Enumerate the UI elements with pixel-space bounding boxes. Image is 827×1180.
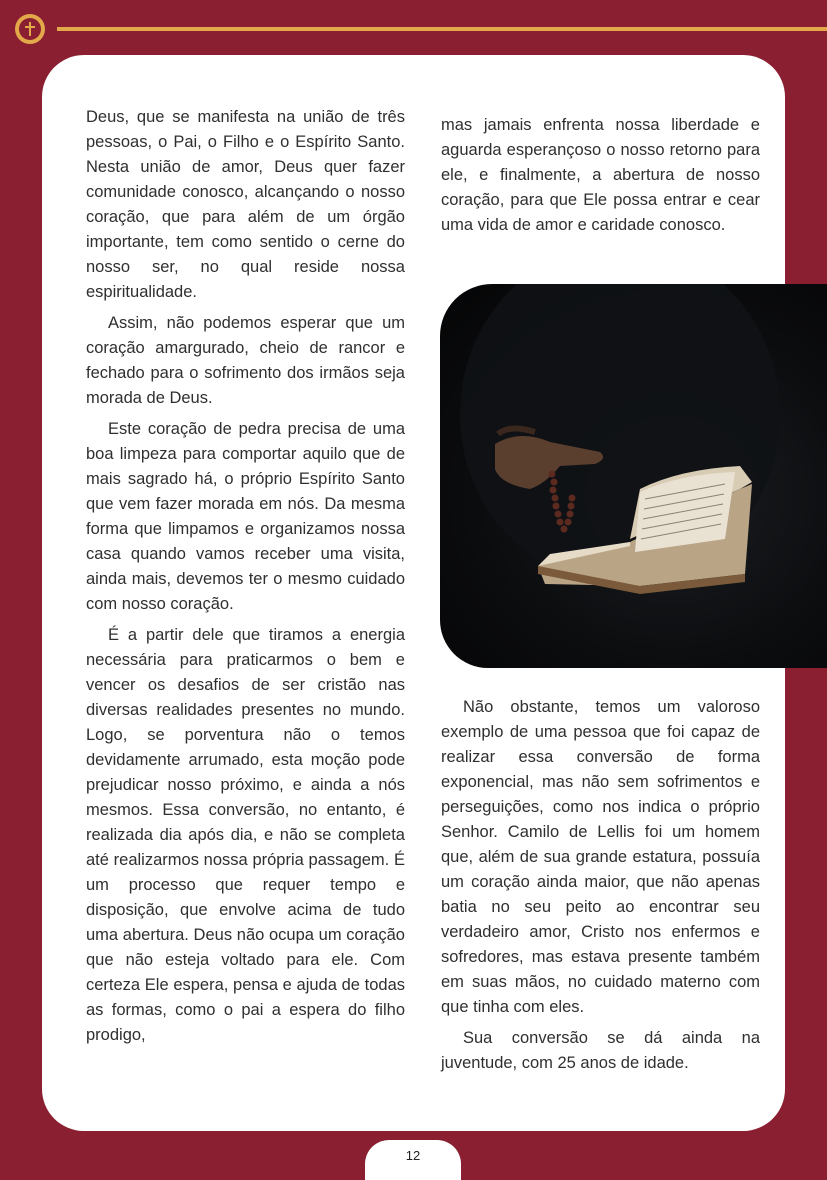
right-column-top bbox=[441, 113, 760, 244]
page-number: 12 bbox=[405, 1148, 421, 1163]
left-column bbox=[86, 105, 405, 1054]
right-column-bottom bbox=[441, 695, 760, 1082]
photo-illustration bbox=[440, 284, 827, 668]
emblem-inner bbox=[19, 18, 41, 40]
paragraph: Não obstante, temos um valoroso exemplo de uma pessoa que foi capaz de realizar essa conversão de forma exponencial, mas não sem sofrimentos e perseguições, como nos indica o próprio Senhor. Camilo de Lellis foi um homem que, além de sua grande estatura, possuía um coração ainda maior, que não apenas batia no seu peito ao encontrar seu verdadeiro amor, Cristo nos enfermos e sofredores, mas estava presente também em suas mãos, no cuidado materno com que tinha com eles. bbox=[441, 698, 760, 1016]
cross-emblem-icon bbox=[15, 14, 45, 44]
paragraph: Sua conversão se dá ainda na juventude, com 25 anos de idade. bbox=[441, 1029, 760, 1072]
paragraph: mas jamais enfrenta nossa liberdade e aguarda esperançoso o nosso retorno para ele, e finalmente, a abertura de nosso coração, para que Ele possa entrar e cear uma vida de amor e caridade conosco. bbox=[441, 116, 760, 234]
paragraph: Deus, que se manifesta na união de três pessoas, o Pai, o Filho e o Espírito Santo. Nesta união de amor, Deus quer fazer comunidade conosco, alcançando o nosso coração, que para além de um órgão importante, tem como sentido o cerne do nosso ser, no qual reside nossa espiritualidade. bbox=[86, 108, 405, 301]
paragraph: Este coração de pedra precisa de uma boa limpeza para comportar aquilo que de mais sagrado há, o próprio Espírito Santo que vem fazer morada em nós. Da mesma forma que limpamos e organizamos nossa casa quando vamos receber uma visita, ainda mais, devemos ter o mesmo cuidado com nosso coração. bbox=[86, 420, 405, 613]
paragraph: É a partir dele que tiramos a energia necessária para praticarmos o bem e vencer os desafios de ser cristão nas diversas realidades presentes no mundo. Logo, se porventura não o temos devidamente arrumado, esta moção pode prejudicar nosso próximo, e ainda a nós mesmos. Essa conversão, no entanto, é realizada dia após dia, e não se completa até realizarmos nossa própria passagem. É um processo que requer tempo e disposição, que envolve acima de tudo uma abertura. Deus não ocupa um coração que não esteja voltado para ele. Com certeza Ele espera, pensa e ajuda de todas as formas, como o pai a espera do filho prodigo, bbox=[86, 626, 405, 1044]
rosary-bible-photo bbox=[440, 284, 827, 668]
header-rule bbox=[57, 27, 827, 31]
page-number-tab bbox=[365, 1140, 461, 1180]
paragraph: Assim, não podemos esperar que um coração amargurado, cheio de rancor e fechado para o sofrimento dos irmãos seja morada de Deus. bbox=[86, 314, 405, 407]
